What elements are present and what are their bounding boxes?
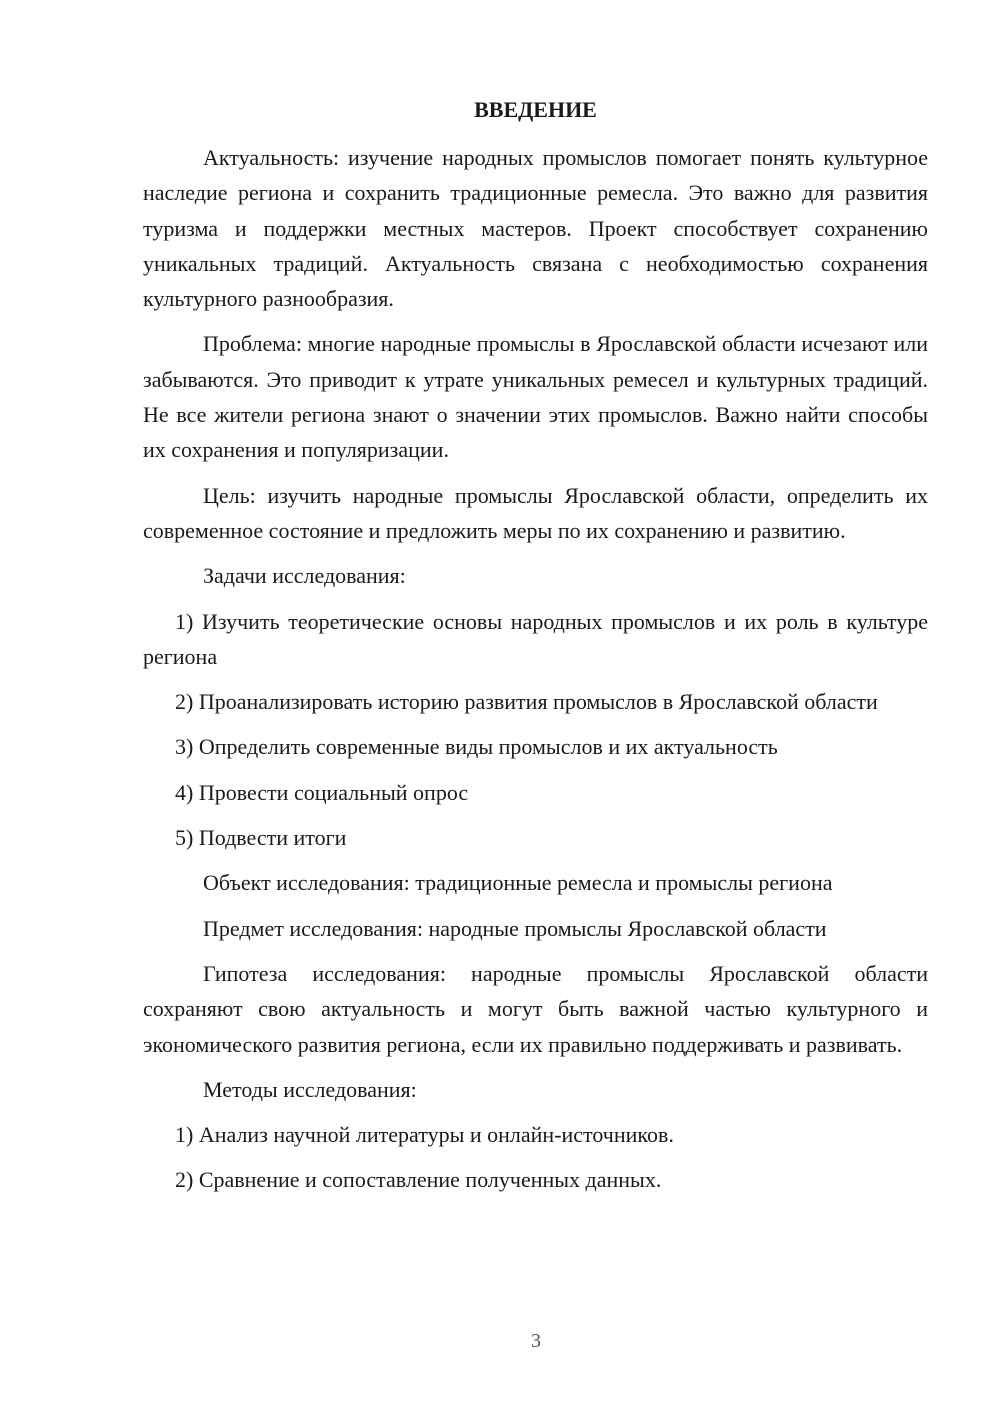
research-subject: Предмет исследования: народные промыслы Ярославской области <box>203 915 827 941</box>
task-item: 3) Определить современные виды промыслов и их актуальность <box>175 734 778 760</box>
goal-paragraph: Цель: изучить народные промыслы Ярославской области, определить их современное состояние и предложить меры по их сохранению и развитию. <box>143 482 928 543</box>
document-title: ВВЕДЕНИЕ <box>474 97 597 122</box>
task-item: 4) Провести социальный опрос <box>175 779 469 805</box>
document-page <box>143 92 928 1208</box>
research-object: Объект исследования: традиционные ремесла и промыслы региона <box>203 870 833 896</box>
problem-paragraph: Проблема: многие народные промыслы в Ярославской области исчезают или забываются. Это приводит к утрате уникальных ремесел и культурных традиций. Не все жители региона знают о значении этих промыслов. Важно найти способы их сохранения и популяризации. <box>143 331 928 463</box>
page-number: 3 <box>531 1330 541 1352</box>
relevance-paragraph: Актуальность: изучение народных промыслов помогает понять культурное наследие региона и сохранить традиционные ремесла. Это важно для развития туризма и поддержки местных мастеров. Проект способствует сохранению уникальных традиций. Актуальность связана с необходимостью сохранения культурного разнообразия. <box>143 145 928 312</box>
methods-heading: Методы исследования: <box>203 1076 417 1102</box>
method-item: 1) Анализ научной литературы и онлайн-источников. <box>175 1122 674 1148</box>
tasks-heading: Задачи исследования: <box>203 563 406 589</box>
task-item: 1) Изучить теоретические основы народных промыслов и их роль в культуре региона <box>143 608 928 669</box>
task-item: 2) Проанализировать историю развития промыслов в Ярославской области <box>175 689 878 715</box>
task-item: 5) Подвести итоги <box>175 825 347 851</box>
method-item: 2) Сравнение и сопоставление полученных данных. <box>175 1167 662 1193</box>
hypothesis-paragraph: Гипотеза исследования: народные промыслы Ярославской области сохраняют свою актуальность и могут быть важной частью культурного и экономического развития региона, если их правильно поддерживать и развивать. <box>143 960 928 1057</box>
